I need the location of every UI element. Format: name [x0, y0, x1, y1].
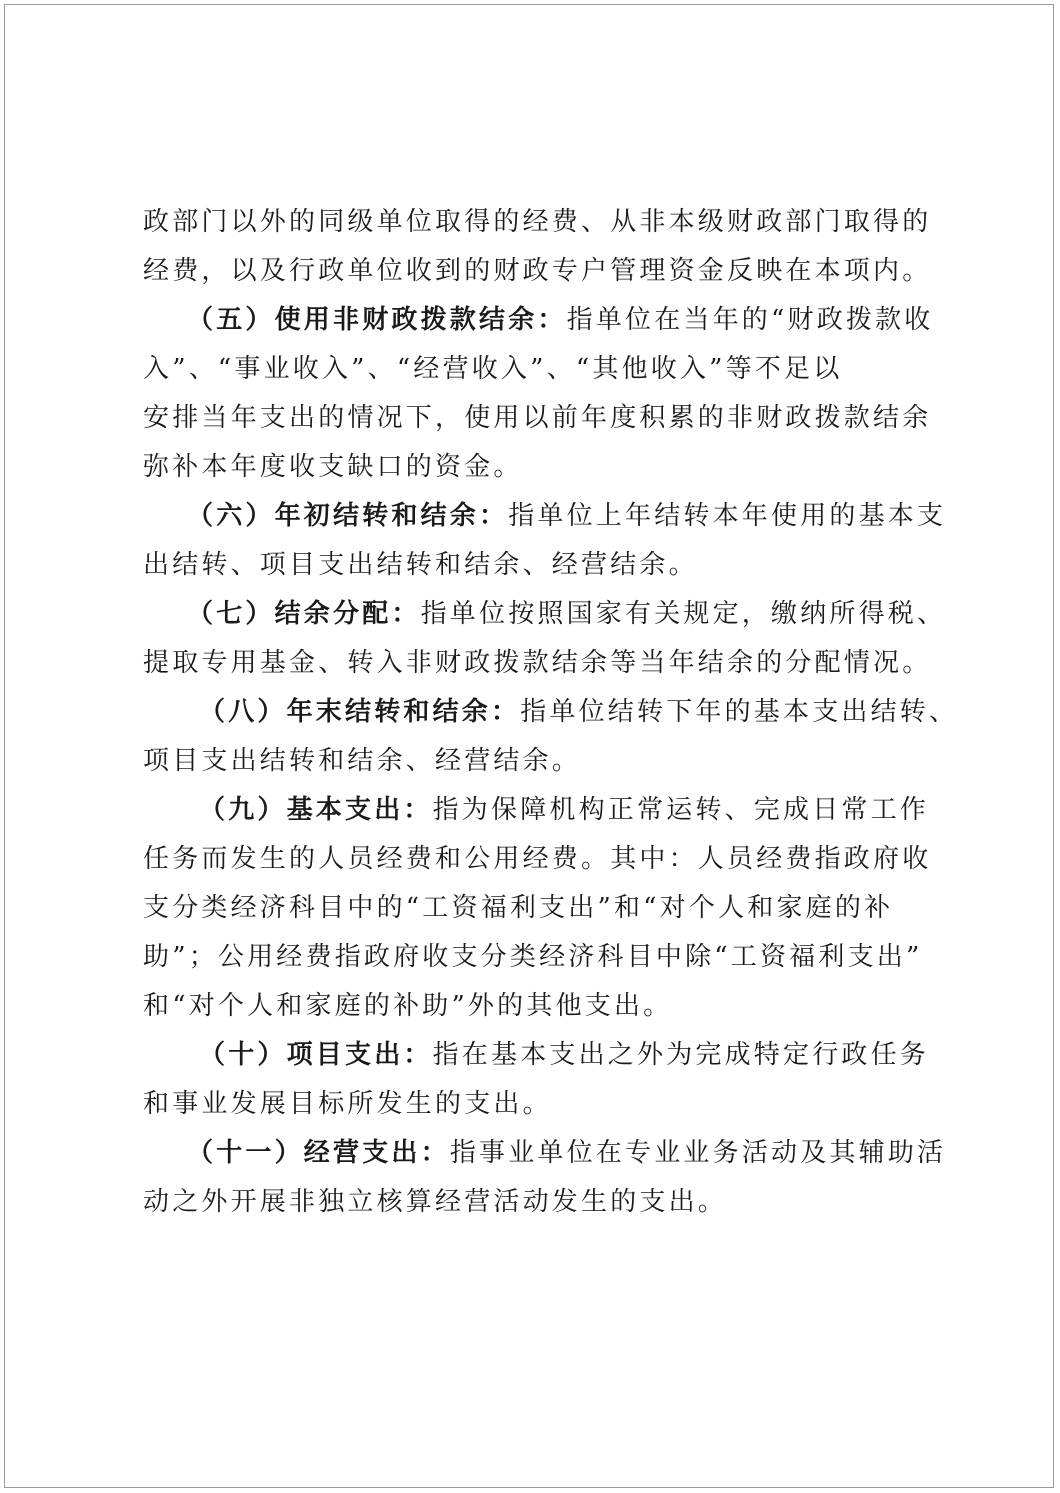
- term-heading: （七）结余分配：: [187, 599, 421, 629]
- paragraph-item-7: [143, 590, 953, 688]
- text-line: 政部门以外的同级单位取得的经费、从非本级财政部门取得的: [143, 207, 932, 237]
- term-definition: 指单位在当年的“财政拨款收: [566, 305, 934, 335]
- term-heading: （十）项目支出：: [199, 1040, 433, 1070]
- text-line: 任务而发生的人员经费和公用经费。其中：人员经费指政府收: [143, 844, 932, 874]
- text-line: 入”、“事业收入”、“经营收入”、“其他收入”等不足以: [143, 354, 843, 384]
- text-line: [143, 590, 953, 639]
- text-line: 弥补本年度收支缺口的资金。: [143, 452, 523, 482]
- text-line: 动之外开展非独立核算经营活动发生的支出。: [143, 1187, 728, 1217]
- term-definition: 指单位上年结转本年使用的基本支: [508, 501, 947, 531]
- text-line: 提取专用基金、转入非财政拨款结余等当年结余的分配情况。: [143, 648, 932, 678]
- term-heading: （八）年末结转和结余：: [199, 697, 521, 727]
- text-line: 经费，以及行政单位收到的财政专户管理资金反映在本项内。: [143, 256, 932, 286]
- text-line: [143, 786, 953, 835]
- text-line: 支分类经济科目中的“工资福利支出”和“对个人和家庭的补: [143, 893, 894, 923]
- paragraph-item-11: [143, 1129, 953, 1227]
- term-heading: （九）基本支出：: [199, 795, 433, 825]
- term-definition: 指在基本支出之外为完成特定行政任务: [432, 1040, 930, 1070]
- paragraph-item-8: [143, 688, 959, 786]
- paragraph-continuation: [143, 198, 953, 296]
- text-line: 助”；公用经费指政府收支分类经济科目中除“工资福利支出”: [143, 942, 923, 972]
- text-line: 和“对个人和家庭的补助”外的其他支出。: [143, 991, 673, 1021]
- paragraph-item-9: [143, 786, 953, 1031]
- text-line: [143, 296, 953, 345]
- paragraph-item-6: [143, 492, 953, 590]
- term-definition: 指为保障机构正常运转、完成日常工作: [432, 795, 930, 825]
- text-line: 项目支出结转和结余、经营结余。: [143, 746, 582, 776]
- term-heading: （五）使用非财政拨款结余：: [187, 305, 567, 335]
- term-definition: 指事业单位在专业业务活动及其辅助活: [449, 1138, 947, 1168]
- text-line: [143, 492, 953, 541]
- text-line: 和事业发展目标所发生的支出。: [143, 1089, 552, 1119]
- text-line: [143, 688, 959, 737]
- text-line: 出结转、项目支出结转和结余、经营结余。: [143, 550, 698, 580]
- term-definition: 指单位结转下年的基本支出结转、: [520, 697, 959, 727]
- text-line: [143, 1031, 953, 1080]
- text-line: 安排当年支出的情况下，使用以前年度积累的非财政拨款结余: [143, 403, 932, 433]
- term-heading: （十一）经营支出：: [187, 1138, 450, 1168]
- term-heading: （六）年初结转和结余：: [187, 501, 509, 531]
- term-definition: 指单位按照国家有关规定，缴纳所得税、: [420, 599, 947, 629]
- paragraph-item-10: [143, 1031, 953, 1129]
- document-body: [143, 198, 959, 1227]
- paragraph-item-5: [143, 296, 953, 492]
- text-line: [143, 1129, 953, 1178]
